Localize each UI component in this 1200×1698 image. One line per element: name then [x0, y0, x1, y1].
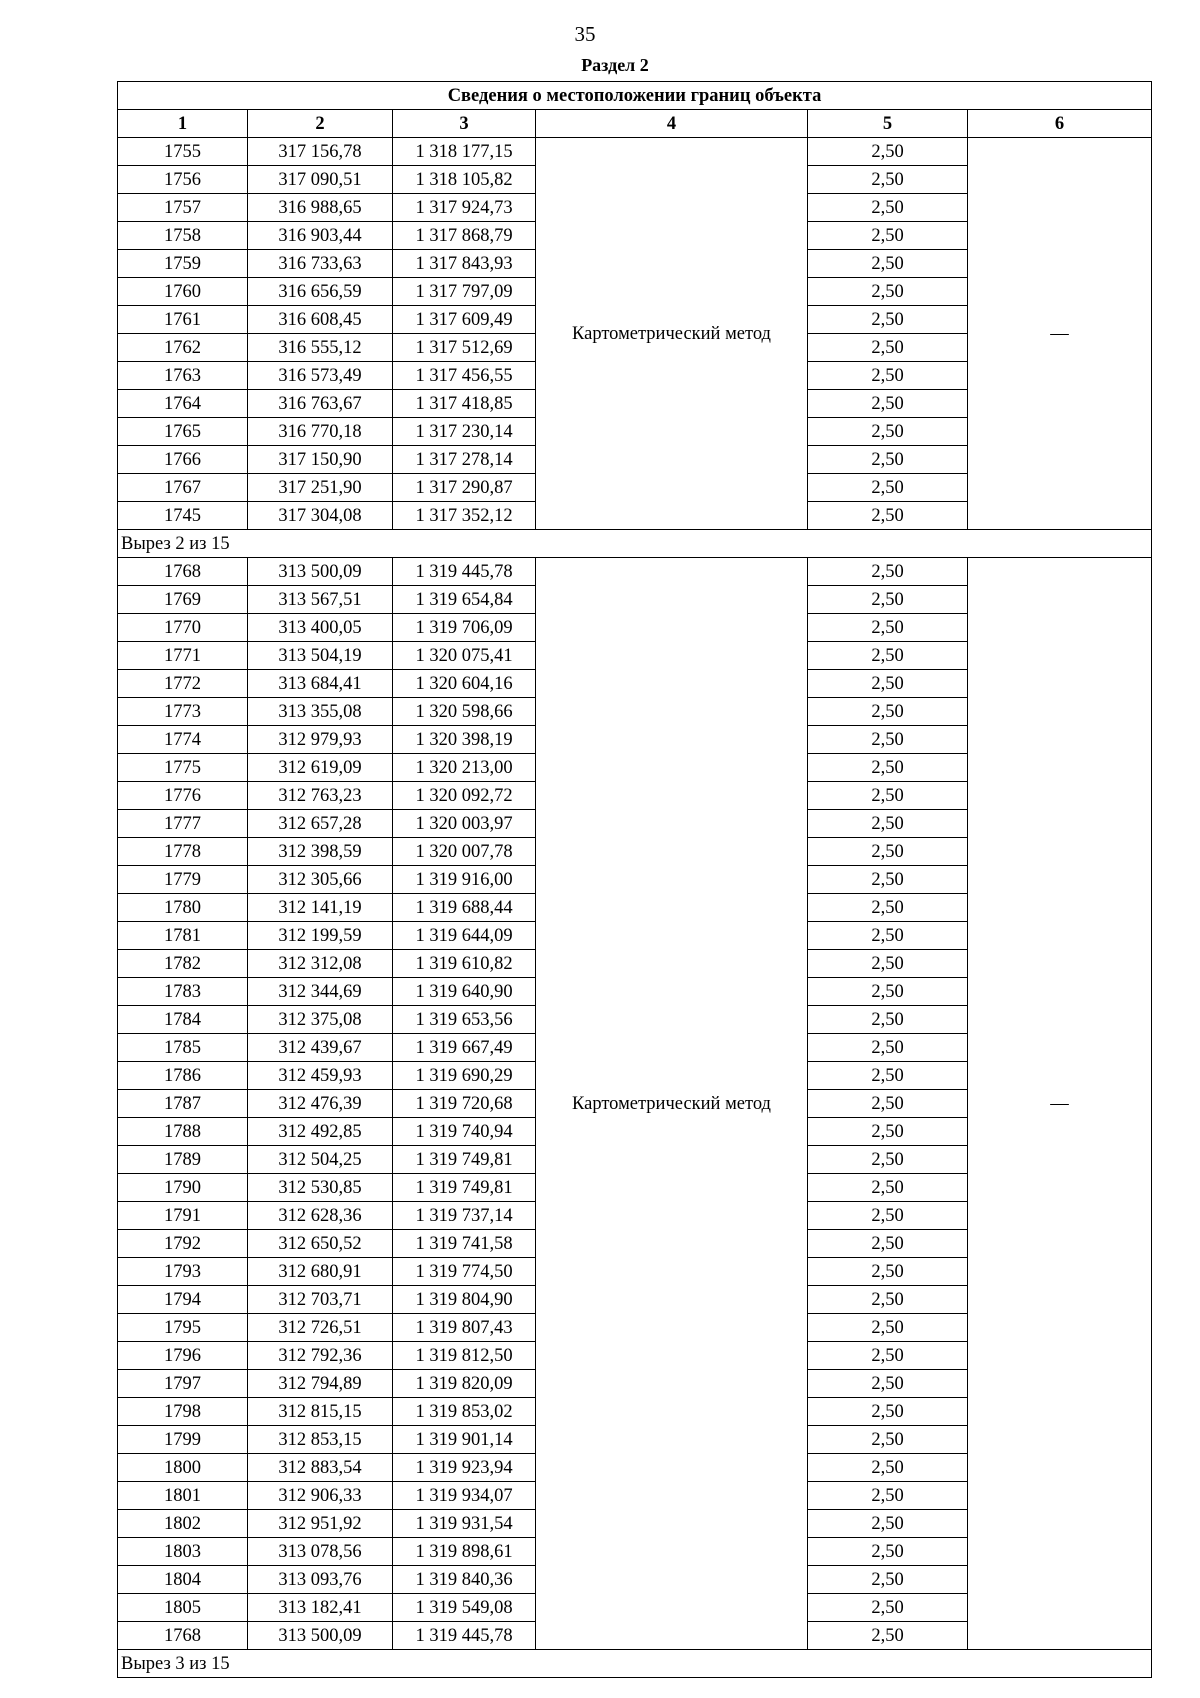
point-number-cell: 1758 — [118, 222, 248, 250]
point-number-cell: 1790 — [118, 1174, 248, 1202]
accuracy-cell: 2,50 — [808, 418, 968, 446]
cutout-row — [118, 1650, 1152, 1678]
x-coordinate-cell: 317 251,90 — [248, 474, 393, 502]
accuracy-cell: 2,50 — [808, 1566, 968, 1594]
coordinates-table — [117, 81, 1152, 1678]
accuracy-cell: 2,50 — [808, 614, 968, 642]
accuracy-cell: 2,50 — [808, 1342, 968, 1370]
table-row — [118, 138, 1152, 166]
point-number-cell: 1759 — [118, 250, 248, 278]
x-coordinate-cell: 312 375,08 — [248, 1006, 393, 1034]
y-coordinate-cell: 1 319 840,36 — [393, 1566, 536, 1594]
accuracy-cell: 2,50 — [808, 362, 968, 390]
point-number-cell: 1764 — [118, 390, 248, 418]
column-header: 1 — [118, 110, 248, 138]
accuracy-cell: 2,50 — [808, 278, 968, 306]
y-coordinate-cell: 1 319 741,58 — [393, 1230, 536, 1258]
point-number-cell: 1756 — [118, 166, 248, 194]
x-coordinate-cell: 317 304,08 — [248, 502, 393, 530]
x-coordinate-cell: 312 628,36 — [248, 1202, 393, 1230]
point-number-cell: 1789 — [118, 1146, 248, 1174]
y-coordinate-cell: 1 319 706,09 — [393, 614, 536, 642]
point-number-cell: 1763 — [118, 362, 248, 390]
y-coordinate-cell: 1 319 667,49 — [393, 1034, 536, 1062]
accuracy-cell: 2,50 — [808, 474, 968, 502]
accuracy-cell: 2,50 — [808, 1062, 968, 1090]
x-coordinate-cell: 312 792,36 — [248, 1342, 393, 1370]
cutout-label: Вырез 2 из 15 — [118, 530, 1152, 558]
point-number-cell: 1805 — [118, 1594, 248, 1622]
x-coordinate-cell: 316 608,45 — [248, 306, 393, 334]
accuracy-cell: 2,50 — [808, 1006, 968, 1034]
accuracy-cell: 2,50 — [808, 978, 968, 1006]
y-coordinate-cell: 1 319 916,00 — [393, 866, 536, 894]
point-number-cell: 1798 — [118, 1398, 248, 1426]
cutout-label: Вырез 3 из 15 — [118, 1650, 1152, 1678]
y-coordinate-cell: 1 319 812,50 — [393, 1342, 536, 1370]
x-coordinate-cell: 312 815,15 — [248, 1398, 393, 1426]
x-coordinate-cell: 316 656,59 — [248, 278, 393, 306]
accuracy-cell: 2,50 — [808, 222, 968, 250]
point-number-cell: 1800 — [118, 1454, 248, 1482]
x-coordinate-cell: 312 344,69 — [248, 978, 393, 1006]
x-coordinate-cell: 316 733,63 — [248, 250, 393, 278]
accuracy-cell: 2,50 — [808, 754, 968, 782]
table-title: Сведения о местоположении границ объекта — [118, 82, 1152, 110]
y-coordinate-cell: 1 317 290,87 — [393, 474, 536, 502]
point-number-cell: 1770 — [118, 614, 248, 642]
x-coordinate-cell: 313 500,09 — [248, 558, 393, 586]
y-coordinate-cell: 1 317 278,14 — [393, 446, 536, 474]
x-coordinate-cell: 313 078,56 — [248, 1538, 393, 1566]
accuracy-cell: 2,50 — [808, 950, 968, 978]
accuracy-cell: 2,50 — [808, 726, 968, 754]
x-coordinate-cell: 313 567,51 — [248, 586, 393, 614]
y-coordinate-cell: 1 319 820,09 — [393, 1370, 536, 1398]
x-coordinate-cell: 312 619,09 — [248, 754, 393, 782]
point-number-cell: 1804 — [118, 1566, 248, 1594]
point-number-cell: 1787 — [118, 1090, 248, 1118]
x-coordinate-cell: 313 182,41 — [248, 1594, 393, 1622]
x-coordinate-cell: 312 979,93 — [248, 726, 393, 754]
accuracy-cell: 2,50 — [808, 670, 968, 698]
point-number-cell: 1774 — [118, 726, 248, 754]
x-coordinate-cell: 312 312,08 — [248, 950, 393, 978]
y-coordinate-cell: 1 320 092,72 — [393, 782, 536, 810]
y-coordinate-cell: 1 319 445,78 — [393, 558, 536, 586]
point-number-cell: 1755 — [118, 138, 248, 166]
x-coordinate-cell: 316 903,44 — [248, 222, 393, 250]
point-number-cell: 1786 — [118, 1062, 248, 1090]
point-number-cell: 1797 — [118, 1370, 248, 1398]
x-coordinate-cell: 312 504,25 — [248, 1146, 393, 1174]
accuracy-cell: 2,50 — [808, 1202, 968, 1230]
x-coordinate-cell: 312 951,92 — [248, 1510, 393, 1538]
y-coordinate-cell: 1 317 609,49 — [393, 306, 536, 334]
y-coordinate-cell: 1 319 923,94 — [393, 1454, 536, 1482]
x-coordinate-cell: 312 853,15 — [248, 1426, 393, 1454]
column-header: 6 — [968, 110, 1152, 138]
y-coordinate-cell: 1 319 654,84 — [393, 586, 536, 614]
point-number-cell: 1775 — [118, 754, 248, 782]
table-body — [118, 138, 1152, 1678]
y-coordinate-cell: 1 319 740,94 — [393, 1118, 536, 1146]
column-header: 4 — [536, 110, 808, 138]
x-coordinate-cell: 313 400,05 — [248, 614, 393, 642]
y-coordinate-cell: 1 318 105,82 — [393, 166, 536, 194]
accuracy-cell: 2,50 — [808, 1230, 968, 1258]
x-coordinate-cell: 312 657,28 — [248, 810, 393, 838]
x-coordinate-cell: 313 504,19 — [248, 642, 393, 670]
x-coordinate-cell: 312 141,19 — [248, 894, 393, 922]
y-coordinate-cell: 1 320 003,97 — [393, 810, 536, 838]
y-coordinate-cell: 1 317 456,55 — [393, 362, 536, 390]
accuracy-cell: 2,50 — [808, 1538, 968, 1566]
accuracy-cell: 2,50 — [808, 1370, 968, 1398]
x-coordinate-cell: 312 476,39 — [248, 1090, 393, 1118]
point-number-cell: 1778 — [118, 838, 248, 866]
accuracy-cell: 2,50 — [808, 922, 968, 950]
point-number-cell: 1793 — [118, 1258, 248, 1286]
point-number-cell: 1788 — [118, 1118, 248, 1146]
y-coordinate-cell: 1 319 934,07 — [393, 1482, 536, 1510]
y-coordinate-cell: 1 319 653,56 — [393, 1006, 536, 1034]
point-number-cell: 1773 — [118, 698, 248, 726]
accuracy-cell: 2,50 — [808, 838, 968, 866]
x-coordinate-cell: 313 684,41 — [248, 670, 393, 698]
accuracy-cell: 2,50 — [808, 1174, 968, 1202]
note-cell: — — [968, 138, 1152, 530]
y-coordinate-cell: 1 319 720,68 — [393, 1090, 536, 1118]
accuracy-cell: 2,50 — [808, 1426, 968, 1454]
y-coordinate-cell: 1 320 604,16 — [393, 670, 536, 698]
column-header-row — [118, 110, 1152, 138]
point-number-cell: 1796 — [118, 1342, 248, 1370]
point-number-cell: 1757 — [118, 194, 248, 222]
y-coordinate-cell: 1 319 901,14 — [393, 1426, 536, 1454]
y-coordinate-cell: 1 317 868,79 — [393, 222, 536, 250]
column-header: 5 — [808, 110, 968, 138]
x-coordinate-cell: 312 883,54 — [248, 1454, 393, 1482]
point-number-cell: 1784 — [118, 1006, 248, 1034]
y-coordinate-cell: 1 317 924,73 — [393, 194, 536, 222]
point-number-cell: 1767 — [118, 474, 248, 502]
x-coordinate-cell: 316 573,49 — [248, 362, 393, 390]
accuracy-cell: 2,50 — [808, 1146, 968, 1174]
accuracy-cell: 2,50 — [808, 642, 968, 670]
y-coordinate-cell: 1 319 931,54 — [393, 1510, 536, 1538]
point-number-cell: 1776 — [118, 782, 248, 810]
accuracy-cell: 2,50 — [808, 194, 968, 222]
point-number-cell: 1799 — [118, 1426, 248, 1454]
accuracy-cell: 2,50 — [808, 1622, 968, 1650]
point-number-cell: 1766 — [118, 446, 248, 474]
accuracy-cell: 2,50 — [808, 446, 968, 474]
accuracy-cell: 2,50 — [808, 1482, 968, 1510]
point-number-cell: 1801 — [118, 1482, 248, 1510]
x-coordinate-cell: 317 156,78 — [248, 138, 393, 166]
y-coordinate-cell: 1 317 230,14 — [393, 418, 536, 446]
point-number-cell: 1762 — [118, 334, 248, 362]
point-number-cell: 1785 — [118, 1034, 248, 1062]
point-number-cell: 1772 — [118, 670, 248, 698]
accuracy-cell: 2,50 — [808, 894, 968, 922]
point-number-cell: 1803 — [118, 1538, 248, 1566]
accuracy-cell: 2,50 — [808, 586, 968, 614]
y-coordinate-cell: 1 319 737,14 — [393, 1202, 536, 1230]
accuracy-cell: 2,50 — [808, 1258, 968, 1286]
y-coordinate-cell: 1 318 177,15 — [393, 138, 536, 166]
y-coordinate-cell: 1 320 598,66 — [393, 698, 536, 726]
point-number-cell: 1795 — [118, 1314, 248, 1342]
y-coordinate-cell: 1 319 804,90 — [393, 1286, 536, 1314]
accuracy-cell: 2,50 — [808, 390, 968, 418]
y-coordinate-cell: 1 320 213,00 — [393, 754, 536, 782]
accuracy-cell: 2,50 — [808, 334, 968, 362]
accuracy-cell: 2,50 — [808, 558, 968, 586]
x-coordinate-cell: 312 650,52 — [248, 1230, 393, 1258]
x-coordinate-cell: 312 199,59 — [248, 922, 393, 950]
x-coordinate-cell: 312 726,51 — [248, 1314, 393, 1342]
x-coordinate-cell: 316 988,65 — [248, 194, 393, 222]
x-coordinate-cell: 312 680,91 — [248, 1258, 393, 1286]
x-coordinate-cell: 312 794,89 — [248, 1370, 393, 1398]
accuracy-cell: 2,50 — [808, 1510, 968, 1538]
point-number-cell: 1768 — [118, 558, 248, 586]
accuracy-cell: 2,50 — [808, 306, 968, 334]
accuracy-cell: 2,50 — [808, 166, 968, 194]
point-number-cell: 1771 — [118, 642, 248, 670]
point-number-cell: 1761 — [118, 306, 248, 334]
method-cell: Картометрический метод — [536, 138, 808, 530]
point-number-cell: 1791 — [118, 1202, 248, 1230]
y-coordinate-cell: 1 317 352,12 — [393, 502, 536, 530]
y-coordinate-cell: 1 319 807,43 — [393, 1314, 536, 1342]
accuracy-cell: 2,50 — [808, 698, 968, 726]
x-coordinate-cell: 317 090,51 — [248, 166, 393, 194]
accuracy-cell: 2,50 — [808, 782, 968, 810]
x-coordinate-cell: 313 093,76 — [248, 1566, 393, 1594]
point-number-cell: 1781 — [118, 922, 248, 950]
y-coordinate-cell: 1 317 418,85 — [393, 390, 536, 418]
accuracy-cell: 2,50 — [808, 1314, 968, 1342]
y-coordinate-cell: 1 319 898,61 — [393, 1538, 536, 1566]
x-coordinate-cell: 313 355,08 — [248, 698, 393, 726]
y-coordinate-cell: 1 319 610,82 — [393, 950, 536, 978]
x-coordinate-cell: 312 439,67 — [248, 1034, 393, 1062]
x-coordinate-cell: 312 459,93 — [248, 1062, 393, 1090]
y-coordinate-cell: 1 319 688,44 — [393, 894, 536, 922]
y-coordinate-cell: 1 319 749,81 — [393, 1146, 536, 1174]
point-number-cell: 1782 — [118, 950, 248, 978]
page-number: 35 — [574, 22, 596, 46]
y-coordinate-cell: 1 320 398,19 — [393, 726, 536, 754]
accuracy-cell: 2,50 — [808, 1454, 968, 1482]
method-cell: Картометрический метод — [536, 558, 808, 1650]
accuracy-cell: 2,50 — [808, 1594, 968, 1622]
accuracy-cell: 2,50 — [808, 1286, 968, 1314]
y-coordinate-cell: 1 319 774,50 — [393, 1258, 536, 1286]
y-coordinate-cell: 1 320 075,41 — [393, 642, 536, 670]
x-coordinate-cell: 312 703,71 — [248, 1286, 393, 1314]
point-number-cell: 1780 — [118, 894, 248, 922]
x-coordinate-cell: 312 530,85 — [248, 1174, 393, 1202]
y-coordinate-cell: 1 317 797,09 — [393, 278, 536, 306]
accuracy-cell: 2,50 — [808, 250, 968, 278]
x-coordinate-cell: 312 492,85 — [248, 1118, 393, 1146]
y-coordinate-cell: 1 319 853,02 — [393, 1398, 536, 1426]
point-number-cell: 1760 — [118, 278, 248, 306]
accuracy-cell: 2,50 — [808, 138, 968, 166]
point-number-cell: 1779 — [118, 866, 248, 894]
x-coordinate-cell: 317 150,90 — [248, 446, 393, 474]
point-number-cell: 1768 — [118, 1622, 248, 1650]
point-number-cell: 1745 — [118, 502, 248, 530]
table-row — [118, 558, 1152, 586]
x-coordinate-cell: 316 770,18 — [248, 418, 393, 446]
column-header: 2 — [248, 110, 393, 138]
y-coordinate-cell: 1 319 749,81 — [393, 1174, 536, 1202]
y-coordinate-cell: 1 319 549,08 — [393, 1594, 536, 1622]
point-number-cell: 1783 — [118, 978, 248, 1006]
accuracy-cell: 2,50 — [808, 1034, 968, 1062]
accuracy-cell: 2,50 — [808, 866, 968, 894]
x-coordinate-cell: 313 500,09 — [248, 1622, 393, 1650]
y-coordinate-cell: 1 317 512,69 — [393, 334, 536, 362]
accuracy-cell: 2,50 — [808, 1090, 968, 1118]
accuracy-cell: 2,50 — [808, 1118, 968, 1146]
point-number-cell: 1777 — [118, 810, 248, 838]
point-number-cell: 1792 — [118, 1230, 248, 1258]
section-title: Раздел 2 — [581, 55, 649, 75]
accuracy-cell: 2,50 — [808, 1398, 968, 1426]
accuracy-cell: 2,50 — [808, 810, 968, 838]
point-number-cell: 1802 — [118, 1510, 248, 1538]
accuracy-cell: 2,50 — [808, 502, 968, 530]
y-coordinate-cell: 1 317 843,93 — [393, 250, 536, 278]
y-coordinate-cell: 1 320 007,78 — [393, 838, 536, 866]
x-coordinate-cell: 312 305,66 — [248, 866, 393, 894]
x-coordinate-cell: 312 906,33 — [248, 1482, 393, 1510]
column-header: 3 — [393, 110, 536, 138]
x-coordinate-cell: 316 763,67 — [248, 390, 393, 418]
note-cell: — — [968, 558, 1152, 1650]
x-coordinate-cell: 312 763,23 — [248, 782, 393, 810]
point-number-cell: 1769 — [118, 586, 248, 614]
x-coordinate-cell: 316 555,12 — [248, 334, 393, 362]
y-coordinate-cell: 1 319 640,90 — [393, 978, 536, 1006]
x-coordinate-cell: 312 398,59 — [248, 838, 393, 866]
point-number-cell: 1765 — [118, 418, 248, 446]
y-coordinate-cell: 1 319 644,09 — [393, 922, 536, 950]
y-coordinate-cell: 1 319 690,29 — [393, 1062, 536, 1090]
cutout-row — [118, 530, 1152, 558]
point-number-cell: 1794 — [118, 1286, 248, 1314]
y-coordinate-cell: 1 319 445,78 — [393, 1622, 536, 1650]
